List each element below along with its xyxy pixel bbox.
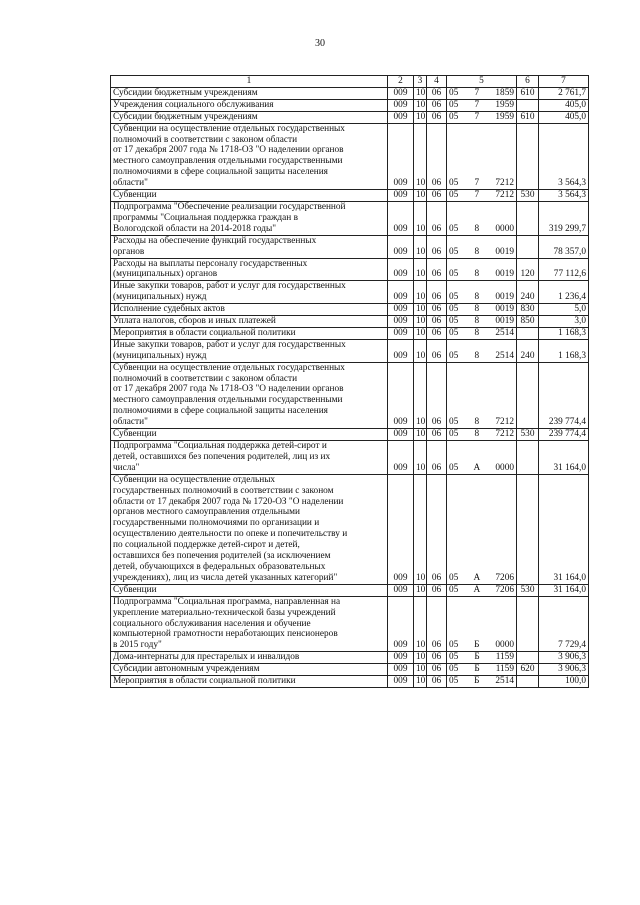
subprogram-code: 7 <box>474 99 480 110</box>
program-code: 05 <box>449 316 459 327</box>
table-row <box>111 111 589 123</box>
subsection-code: 06 <box>427 235 447 258</box>
table-row <box>111 281 589 304</box>
ministry-code: 009 <box>388 111 414 123</box>
subsection-code: 06 <box>427 316 447 328</box>
expense-type-code: 830 <box>517 304 539 316</box>
item-name: Подпрограмма "Социальная программа, направленная на укрепление материально-технической базы учреждений социального обслуживания населения и обучение компьютерной грамотности неработающих пенсионеров в 2015 году" <box>111 596 388 652</box>
subprogram-code: Б <box>474 652 480 663</box>
subsection-code: 06 <box>427 339 447 362</box>
amount: 31 164,0 <box>539 441 589 475</box>
item-name: Субвенции на осуществление отдельных государственных полномочий в соответствии с законом области от 17 декабря 2007 года № 1720-ОЗ "О наделении органов местного самоуправления отдельными государственными полномочиями по организации и осуществлению деятельности по опеке и попечительству и по социальной поддержке детей-сирот и детей, оставшихся без попечения родителей (за исключением детей, обучающихся в федеральных образовательных учреждениях), лиц из числа детей указанных категорий" <box>111 474 388 584</box>
direction-code: 1159 <box>495 664 514 675</box>
item-name: Учреждения социального обслуживания <box>111 99 388 111</box>
ministry-code: 009 <box>388 316 414 328</box>
direction-code: 1859 <box>495 87 514 98</box>
ministry-code: 009 <box>388 258 414 281</box>
direction-code: 0019 <box>495 316 514 327</box>
header-cell: 7 <box>539 76 589 88</box>
subsection-code: 06 <box>427 190 447 202</box>
section-code: 10 <box>414 362 427 428</box>
table-row <box>111 99 589 111</box>
section-code: 10 <box>414 316 427 328</box>
amount: 31 164,0 <box>539 584 589 596</box>
subsection-code: 06 <box>427 584 447 596</box>
ministry-code: 009 <box>388 652 414 664</box>
target-article-code <box>447 316 517 328</box>
subprogram-code: А <box>473 572 481 583</box>
amount: 1 168,3 <box>539 327 589 339</box>
item-name: Субсидии бюджетным учреждениям <box>111 87 388 99</box>
target-article-code <box>447 235 517 258</box>
item-name: Иные закупки товаров, работ и услуг для государственных (муниципальных) нужд <box>111 281 388 304</box>
item-name: Субвенции <box>111 429 388 441</box>
table-row <box>111 87 589 99</box>
item-name: Субвенции <box>111 584 388 596</box>
subprogram-code: 8 <box>474 327 480 338</box>
ministry-code: 009 <box>388 190 414 202</box>
direction-code: 0019 <box>495 269 514 280</box>
ministry-code: 009 <box>388 304 414 316</box>
subprogram-code: Б <box>474 664 480 675</box>
ministry-code: 009 <box>388 596 414 652</box>
amount: 100,0 <box>539 676 589 688</box>
direction-code: 1159 <box>495 652 514 663</box>
subprogram-code: 8 <box>474 429 480 440</box>
subsection-code: 06 <box>427 304 447 316</box>
table-row <box>111 441 589 475</box>
section-code: 10 <box>414 429 427 441</box>
header-cell: 3 <box>414 76 427 88</box>
target-article-code <box>447 676 517 688</box>
ministry-code: 009 <box>388 474 414 584</box>
section-code: 10 <box>414 123 427 189</box>
amount: 3 906,3 <box>539 664 589 676</box>
direction-code: 2514 <box>495 327 514 338</box>
section-code: 10 <box>414 87 427 99</box>
program-code: 05 <box>449 292 459 303</box>
subprogram-code: 7 <box>474 178 480 189</box>
subsection-code: 06 <box>427 441 447 475</box>
item-name: Субвенции на осуществление отдельных государственных полномочий в соответствии с законом области от 17 декабря 2007 года № 1718-ОЗ "О наделении органов местного самоуправления отдельными государственными полномочиями в сфере социальной защиты населения области" <box>111 362 388 428</box>
subsection-code: 06 <box>427 99 447 111</box>
amount: 3 906,3 <box>539 652 589 664</box>
item-name: Расходы на выплаты персоналу государственных (муниципальных) органов <box>111 258 388 281</box>
subsection-code: 06 <box>427 652 447 664</box>
section-code: 10 <box>414 664 427 676</box>
subsection-code: 06 <box>427 123 447 189</box>
ministry-code: 009 <box>388 87 414 99</box>
budget-table <box>110 75 589 688</box>
item-name: Иные закупки товаров, работ и услуг для государственных (муниципальных) нужд <box>111 339 388 362</box>
item-name: Мероприятия в области социальной политики <box>111 327 388 339</box>
direction-code: 1959 <box>495 111 514 122</box>
expense-type-code: 240 <box>517 281 539 304</box>
expense-type-code: 530 <box>517 584 539 596</box>
direction-code: 7212 <box>495 190 514 201</box>
section-code: 10 <box>414 235 427 258</box>
subsection-code: 06 <box>427 87 447 99</box>
expense-type-code <box>517 652 539 664</box>
table-row <box>111 429 589 441</box>
direction-code: 7212 <box>495 417 514 428</box>
subprogram-code: 8 <box>474 292 480 303</box>
target-article-code <box>447 99 517 111</box>
section-code: 10 <box>414 304 427 316</box>
table-row <box>111 362 589 428</box>
ministry-code: 009 <box>388 201 414 235</box>
table-row <box>111 201 589 235</box>
expense-type-code <box>517 362 539 428</box>
program-code: 05 <box>449 676 459 687</box>
direction-code: 0000 <box>495 223 514 234</box>
header-cell: 2 <box>388 76 414 88</box>
section-code: 10 <box>414 339 427 362</box>
item-name: Субвенции <box>111 190 388 202</box>
section-code: 10 <box>414 258 427 281</box>
table-row <box>111 676 589 688</box>
amount: 3 564,3 <box>539 123 589 189</box>
subprogram-code: 7 <box>474 87 480 98</box>
ministry-code: 009 <box>388 281 414 304</box>
target-article-code <box>447 441 517 475</box>
table-row <box>111 304 589 316</box>
expense-type-code: 120 <box>517 258 539 281</box>
amount: 405,0 <box>539 111 589 123</box>
direction-code: 7212 <box>495 429 514 440</box>
direction-code: 1959 <box>495 99 514 110</box>
expense-type-code <box>517 123 539 189</box>
target-article-code <box>447 327 517 339</box>
amount: 239 774,4 <box>539 429 589 441</box>
subprogram-code: 8 <box>474 304 480 315</box>
direction-code: 7206 <box>495 584 514 595</box>
expense-type-code: 530 <box>517 190 539 202</box>
subsection-code: 06 <box>427 258 447 281</box>
amount: 405,0 <box>539 99 589 111</box>
table-row <box>111 339 589 362</box>
subsection-code: 06 <box>427 676 447 688</box>
direction-code: 0019 <box>495 292 514 303</box>
program-code: 05 <box>449 572 459 583</box>
ministry-code: 009 <box>388 235 414 258</box>
ministry-code: 009 <box>388 441 414 475</box>
subprogram-code: 8 <box>474 350 480 361</box>
subsection-code: 06 <box>427 429 447 441</box>
direction-code: 2514 <box>495 350 514 361</box>
section-code: 10 <box>414 201 427 235</box>
target-article-code <box>447 429 517 441</box>
program-code: 05 <box>449 417 459 428</box>
direction-code: 0000 <box>495 462 514 473</box>
ministry-code: 009 <box>388 664 414 676</box>
target-article-code <box>447 190 517 202</box>
target-article-code <box>447 664 517 676</box>
table-row <box>111 258 589 281</box>
program-code: 05 <box>449 99 459 110</box>
section-code: 10 <box>414 190 427 202</box>
subsection-code: 06 <box>427 362 447 428</box>
expense-type-code <box>517 474 539 584</box>
subsection-code: 06 <box>427 474 447 584</box>
expense-type-code: 610 <box>517 87 539 99</box>
section-code: 10 <box>414 441 427 475</box>
target-article-code <box>447 339 517 362</box>
expense-type-code <box>517 327 539 339</box>
ministry-code: 009 <box>388 429 414 441</box>
expense-type-code: 850 <box>517 316 539 328</box>
amount: 31 164,0 <box>539 474 589 584</box>
program-code: 05 <box>449 111 459 122</box>
amount: 78 357,0 <box>539 235 589 258</box>
amount: 1 236,4 <box>539 281 589 304</box>
subsection-code: 06 <box>427 281 447 304</box>
item-name: Дома-интернаты для престарелых и инвалидов <box>111 652 388 664</box>
item-name: Мероприятия в области социальной политики <box>111 676 388 688</box>
target-article-code <box>447 304 517 316</box>
program-code: 05 <box>449 584 459 595</box>
subprogram-code: Б <box>474 640 480 651</box>
expense-type-code: 240 <box>517 339 539 362</box>
amount: 2 761,7 <box>539 87 589 99</box>
target-article-code <box>447 201 517 235</box>
table-row <box>111 123 589 189</box>
table-row <box>111 190 589 202</box>
item-name: Субвенции на осуществление отдельных государственных полномочий в соответствии с законом области от 17 декабря 2007 года № 1718-ОЗ "О наделении органов местного самоуправления отдельными государственными полномочиями в сфере социальной защиты населения области" <box>111 123 388 189</box>
program-code: 05 <box>449 223 459 234</box>
subsection-code: 06 <box>427 664 447 676</box>
expense-type-code <box>517 235 539 258</box>
table-row <box>111 584 589 596</box>
subprogram-code: А <box>473 584 481 595</box>
expense-type-code <box>517 596 539 652</box>
target-article-code <box>447 652 517 664</box>
amount: 3 564,3 <box>539 190 589 202</box>
item-name: Субсидии бюджетным учреждениям <box>111 111 388 123</box>
subprogram-code: 7 <box>474 111 480 122</box>
header-cell: 4 <box>427 76 447 88</box>
table-row <box>111 596 589 652</box>
subprogram-code: А <box>473 462 481 473</box>
amount: 239 774,4 <box>539 362 589 428</box>
direction-code: 7212 <box>495 178 514 189</box>
page-number: 30 <box>315 38 325 49</box>
item-name: Расходы на обеспечение функций государственных органов <box>111 235 388 258</box>
ministry-code: 009 <box>388 339 414 362</box>
table-row <box>111 664 589 676</box>
program-code: 05 <box>449 87 459 98</box>
target-article-code <box>447 123 517 189</box>
expense-type-code: 610 <box>517 111 539 123</box>
table-row <box>111 235 589 258</box>
item-name: Уплата налогов, сборов и иных платежей <box>111 316 388 328</box>
program-code: 05 <box>449 462 459 473</box>
subprogram-code: 8 <box>474 269 480 280</box>
section-code: 10 <box>414 327 427 339</box>
item-name: Подпрограмма "Обеспечение реализации государственной программы "Социальная поддержка граждан в Вологодской области на 2014-2018 годы" <box>111 201 388 235</box>
target-article-code <box>447 111 517 123</box>
ministry-code: 009 <box>388 362 414 428</box>
subprogram-code: 7 <box>474 190 480 201</box>
program-code: 05 <box>449 664 459 675</box>
subprogram-code: 8 <box>474 316 480 327</box>
header-cell: 5 <box>447 76 517 88</box>
table-row <box>111 652 589 664</box>
program-code: 05 <box>449 246 459 257</box>
section-code: 10 <box>414 474 427 584</box>
subsection-code: 06 <box>427 327 447 339</box>
section-code: 10 <box>414 596 427 652</box>
ministry-code: 009 <box>388 584 414 596</box>
ministry-code: 009 <box>388 676 414 688</box>
subprogram-code: 8 <box>474 223 480 234</box>
section-code: 10 <box>414 584 427 596</box>
section-code: 10 <box>414 652 427 664</box>
direction-code: 0019 <box>495 304 514 315</box>
program-code: 05 <box>449 350 459 361</box>
item-name: Субсидии автономным учреждениям <box>111 664 388 676</box>
direction-code: 2514 <box>495 676 514 687</box>
program-code: 05 <box>449 269 459 280</box>
program-code: 05 <box>449 640 459 651</box>
ministry-code: 009 <box>388 327 414 339</box>
program-code: 05 <box>449 429 459 440</box>
table-header-row <box>111 76 589 88</box>
subsection-code: 06 <box>427 111 447 123</box>
program-code: 05 <box>449 190 459 201</box>
subprogram-code: 8 <box>474 246 480 257</box>
direction-code: 7206 <box>495 572 514 583</box>
target-article-code <box>447 596 517 652</box>
amount: 77 112,6 <box>539 258 589 281</box>
expense-type-code: 620 <box>517 664 539 676</box>
program-code: 05 <box>449 178 459 189</box>
subprogram-code: Б <box>474 676 480 687</box>
amount: 319 299,7 <box>539 201 589 235</box>
table-row <box>111 474 589 584</box>
program-code: 05 <box>449 327 459 338</box>
section-code: 10 <box>414 676 427 688</box>
direction-code: 0000 <box>495 640 514 651</box>
ministry-code: 009 <box>388 99 414 111</box>
expense-type-code <box>517 676 539 688</box>
program-code: 05 <box>449 652 459 663</box>
amount: 3,0 <box>539 316 589 328</box>
item-name: Исполнение судебных актов <box>111 304 388 316</box>
amount: 1 168,3 <box>539 339 589 362</box>
header-cell: 1 <box>111 76 388 88</box>
table-row <box>111 316 589 328</box>
target-article-code <box>447 281 517 304</box>
amount: 5,0 <box>539 304 589 316</box>
amount: 7 729,4 <box>539 596 589 652</box>
expense-type-code: 530 <box>517 429 539 441</box>
item-name: Подпрограмма "Социальная поддержка детей-сирот и детей, оставшихся без попечения родителей, лиц из их числа" <box>111 441 388 475</box>
section-code: 10 <box>414 111 427 123</box>
target-article-code <box>447 87 517 99</box>
direction-code: 0019 <box>495 246 514 257</box>
expense-type-code <box>517 441 539 475</box>
table-row <box>111 327 589 339</box>
expense-type-code <box>517 99 539 111</box>
section-code: 10 <box>414 99 427 111</box>
subsection-code: 06 <box>427 201 447 235</box>
target-article-code <box>447 474 517 584</box>
ministry-code: 009 <box>388 123 414 189</box>
target-article-code <box>447 258 517 281</box>
subprogram-code: 8 <box>474 417 480 428</box>
target-article-code <box>447 584 517 596</box>
section-code: 10 <box>414 281 427 304</box>
program-code: 05 <box>449 304 459 315</box>
subsection-code: 06 <box>427 596 447 652</box>
target-article-code <box>447 362 517 428</box>
expense-type-code <box>517 201 539 235</box>
header-cell: 6 <box>517 76 539 88</box>
